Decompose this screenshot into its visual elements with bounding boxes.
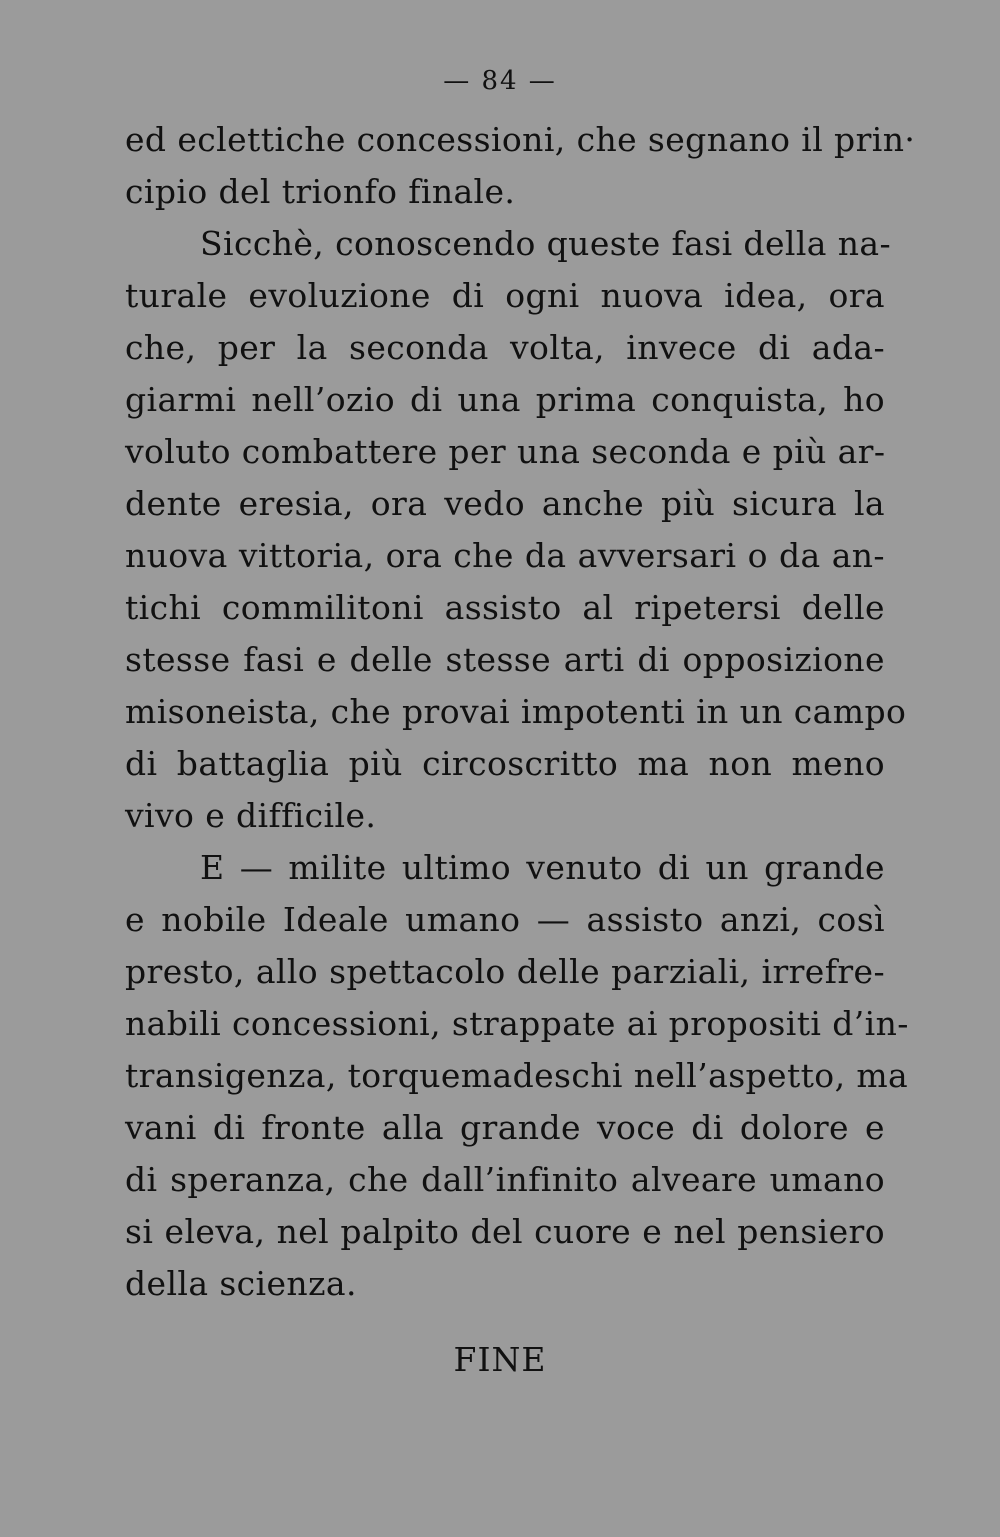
text-line-8: dente eresia, ora vedo anche più sicura la — [125, 484, 885, 523]
text-line-10: tichi commilitoni assisto al ripetersi delle — [125, 588, 885, 627]
text-line-14: vivo e difficile. — [125, 796, 377, 835]
text-line-21: di speranza, che dall’infinito alveare umano — [125, 1160, 885, 1199]
text-line-7: voluto combattere per una seconda e più ar- — [125, 432, 886, 471]
text-line-1: ed eclettiche concessioni, che segnano il prin· — [125, 120, 916, 159]
text-line-18: nabili concessioni, strappate ai propositi d’in- — [125, 1004, 909, 1043]
text-line-6: giarmi nell’ozio di una prima conquista, ho — [125, 380, 885, 419]
text-line-22: si eleva, nel palpito del cuore e nel pensiero — [125, 1212, 885, 1251]
text-line-17: presto, allo spettacolo delle parziali, irrefre- — [125, 952, 885, 991]
page-number: — 84 — — [443, 66, 557, 96]
text-line-9: nuova vittoria, ora che da avversari o da an- — [125, 536, 885, 575]
text-line-16: e nobile Ideale umano — assisto anzi, così — [125, 900, 885, 939]
text-line-3: Sicchè, conoscendo queste fasi della na- — [200, 224, 892, 263]
text-line-5: che, per la seconda volta, invece di ada- — [125, 328, 885, 367]
text-line-13: di battaglia più circoscritto ma non meno — [125, 744, 885, 783]
end-mark: FINE — [453, 1340, 547, 1379]
text-line-2: cipio del trionfo finale. — [125, 172, 516, 211]
text-line-11: stesse fasi e delle stesse arti di opposizione — [125, 640, 885, 679]
text-line-4: turale evoluzione di ogni nuova idea, ora — [125, 276, 885, 315]
text-line-19: transigenza, torquemadeschi nell’aspetto, ma — [125, 1056, 909, 1095]
text-line-12: misoneista, che provai impotenti in un campo — [125, 692, 907, 731]
text-line-20: vani di fronte alla grande voce di dolore e — [125, 1108, 885, 1147]
text-line-23: della scienza. — [125, 1264, 357, 1303]
text-line-15: E — milite ultimo venuto di un grande — [200, 848, 885, 887]
